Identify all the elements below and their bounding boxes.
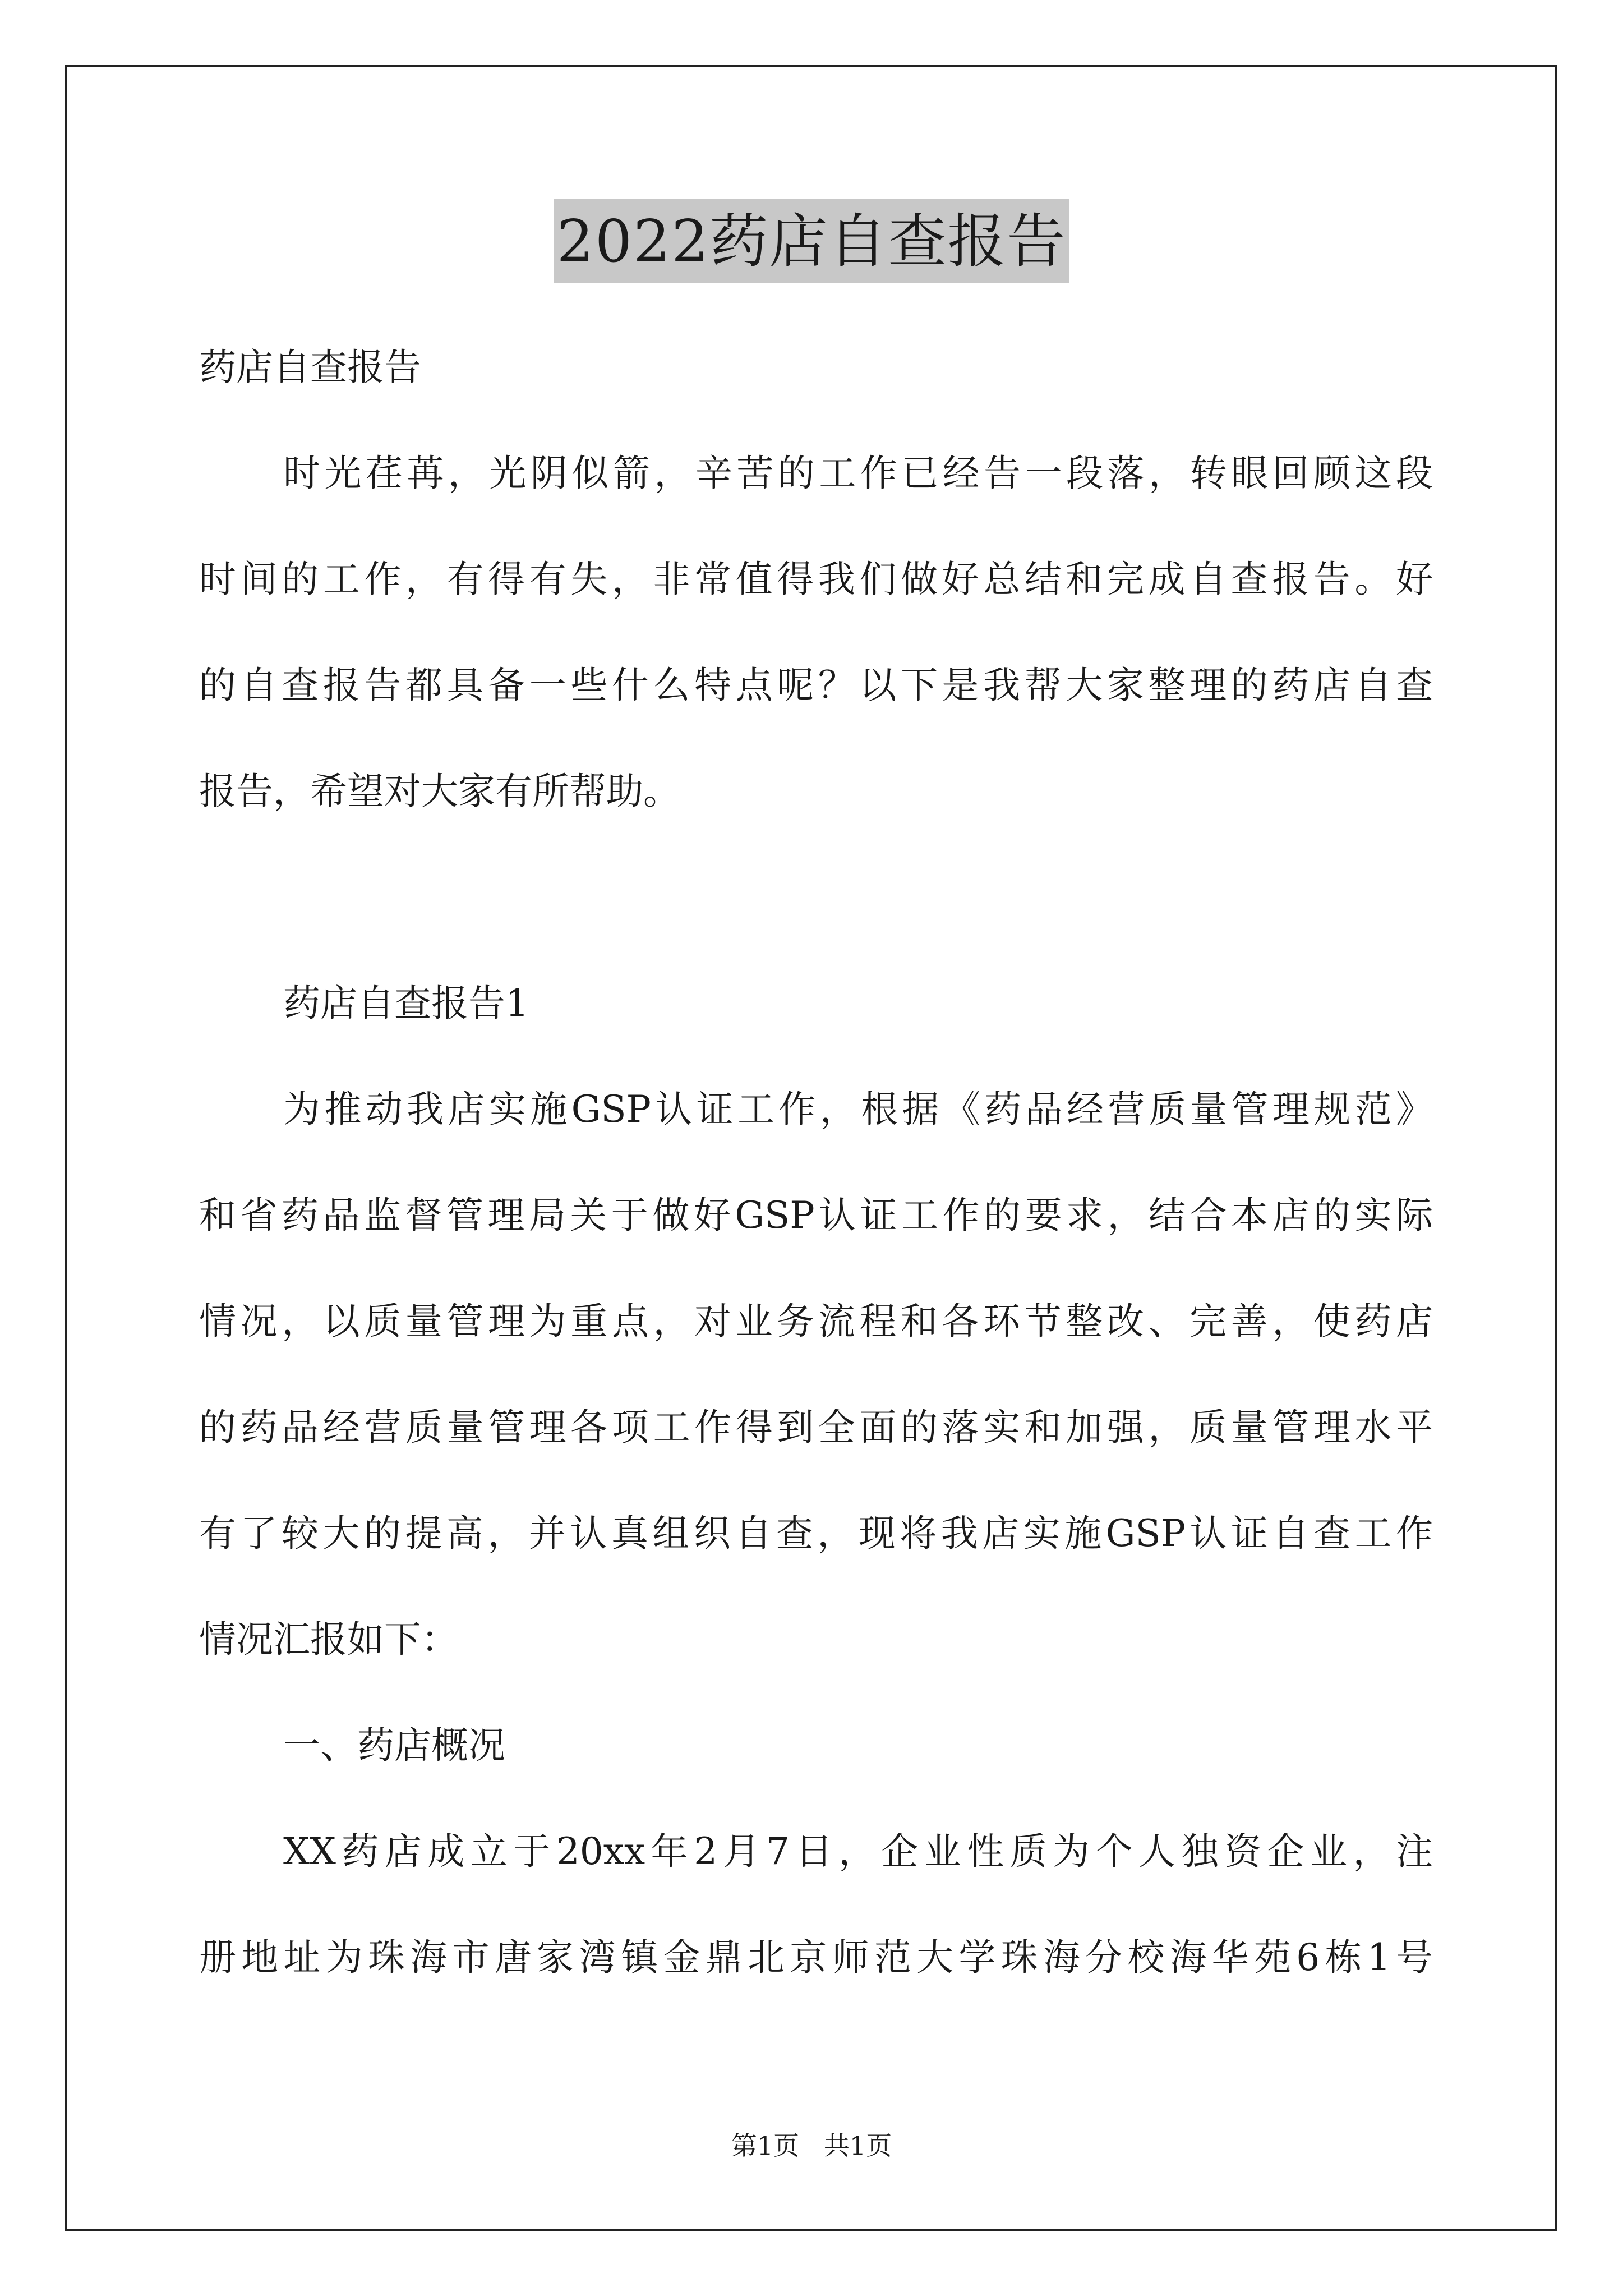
title-container (0, 199, 1623, 283)
document-title: 2022药店自查报告 (554, 199, 1070, 283)
body-line: 有了较大的提高，并认真组织自查，现将我店实施GSP认证自查工作 (199, 1512, 1433, 1555)
overview-line: 册地址为珠海市唐家湾镇金鼎北京师范大学珠海分校海华苑6栋1号 (199, 1936, 1433, 1979)
section-heading: 一、药店概况 (283, 1724, 505, 1767)
body-line: 为推动我店实施GSP认证工作，根据《药品经营质量管理规范》 (283, 1088, 1433, 1131)
body-line: 和省药品监督管理局关于做好GSP认证工作的要求，结合本店的实际 (199, 1194, 1433, 1237)
section-title: 药店自查报告1 (283, 982, 529, 1025)
blank-line (199, 844, 1433, 950)
overview-line: XX药店成立于20xx年2月7日，企业性质为个人独资企业，注 (283, 1830, 1433, 1873)
subtitle: 药店自查报告 (199, 346, 421, 389)
intro-line: 的自查报告都具备一些什么特点呢？以下是我帮大家整理的药店自查 (199, 664, 1433, 707)
body-line: 的药品经营质量管理各项工作得到全面的落实和加强，质量管理水平 (199, 1406, 1433, 1449)
intro-line: 时间的工作，有得有失，非常值得我们做好总结和完成自查报告。好 (199, 558, 1433, 601)
page-footer (0, 2129, 1623, 2162)
page-number: 第1页 共1页 (731, 2131, 892, 2161)
body-line: 情况汇报如下： (199, 1618, 458, 1661)
body-line: 情况，以质量管理为重点，对业务流程和各环节整改、完善，使药店 (199, 1300, 1433, 1343)
intro-line: 报告，希望对大家有所帮助。 (199, 770, 680, 813)
document-body (199, 314, 1433, 2010)
intro-line: 时光荏苒，光阴似箭，辛苦的工作已经告一段落，转眼回顾这段 (283, 452, 1433, 495)
